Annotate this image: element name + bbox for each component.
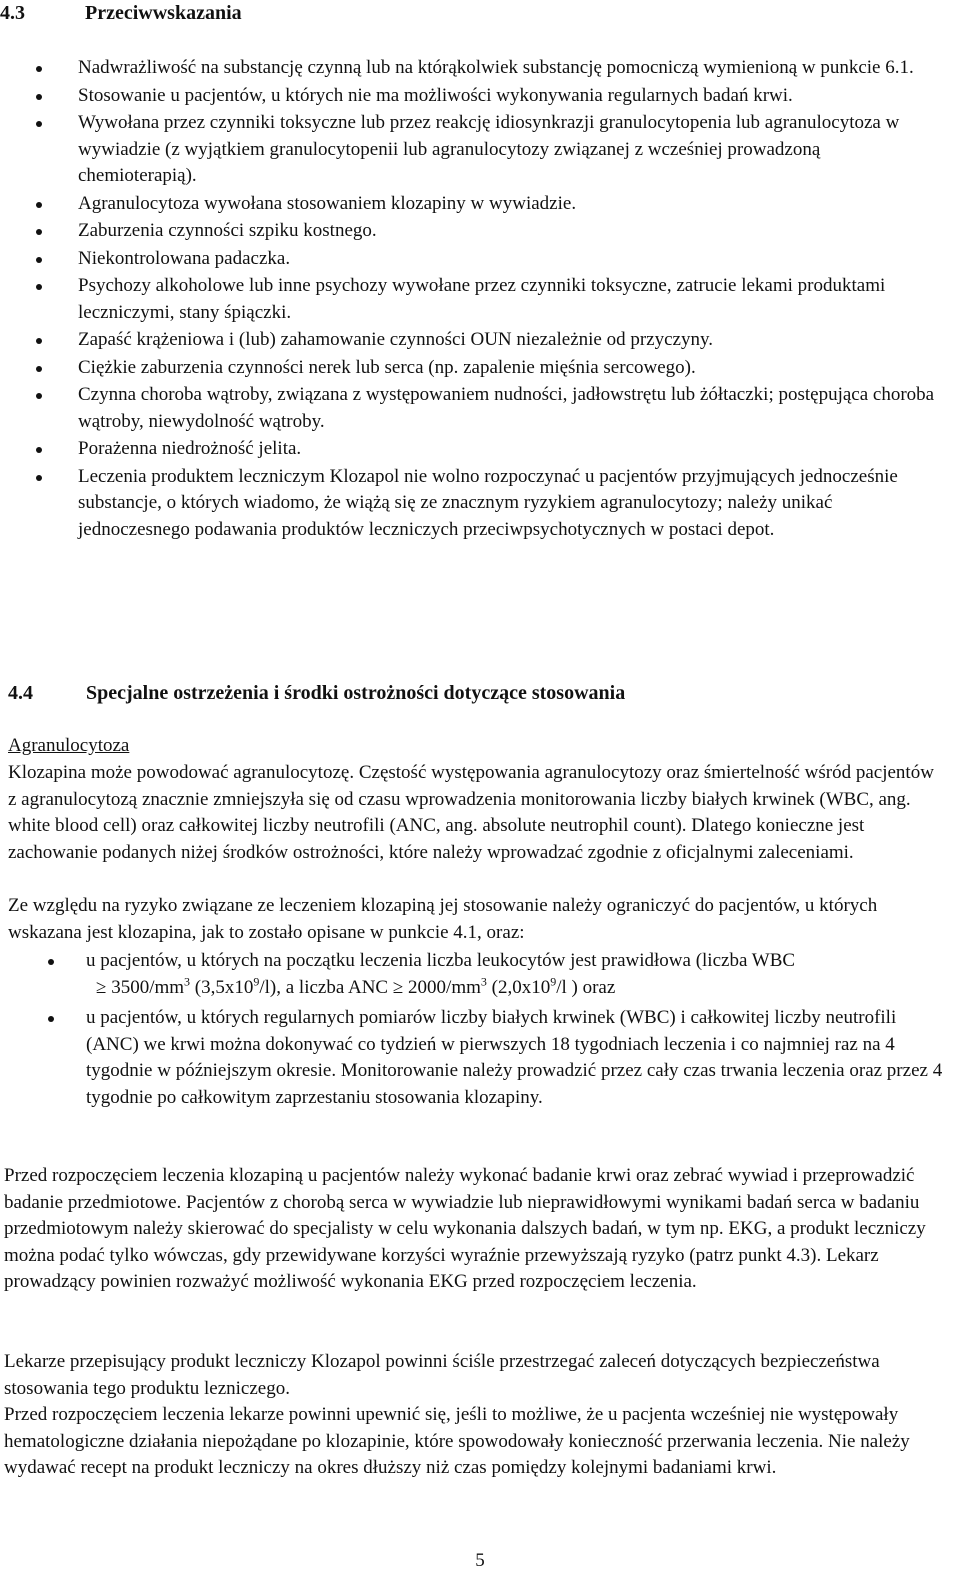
list-item: Zapaść krążeniowa i (lub) zahamowanie czynności OUN niezależnie od przyczyny. bbox=[0, 327, 938, 354]
section-number: 4.4 bbox=[8, 682, 33, 704]
restriction-paragraph: Ze względu na ryzyko związane ze leczeniem klozapiną jej stosowanie należy ograniczyć do pacjentów, u których wskazana jest klozapina, jak to zostało opisane w punkcie 4.1, oraz: bbox=[8, 895, 878, 943]
list-item: Psychozy alkoholowe lub inne psychozy wywołane przez czynniki toksyczne, zatrucie lekami produktami leczniczymi, stany śpiączki. bbox=[0, 273, 938, 326]
bullet-icon bbox=[36, 393, 42, 399]
agranulocytosis-subheading: Agranulocytoza bbox=[8, 735, 130, 756]
section-number: 4.3 bbox=[0, 2, 25, 24]
list-item: u pacjentów, u których regularnych pomiarów liczby białych krwinek (WBC) i całkowitej liczby neutrofili (ANC) we krwi można dokonywać co tydzień w pierwszych 18 tygodniach leczenia i co najmniej raz na 4 tygodnie w późniejszym okresie. Monitorowanie należy prowadzić przez cały czas trwania leczenia oraz przez 4 tygodnie po całkowitym zaprzestaniu stosowania klozapiny. bbox=[8, 1005, 944, 1111]
list-item: Zaburzenia czynności szpiku kostnego. bbox=[0, 218, 938, 245]
section-title: Przeciwwskazania bbox=[85, 2, 242, 24]
bullet-icon bbox=[36, 366, 42, 372]
page-number: 5 bbox=[475, 1550, 485, 1571]
list-item: Stosowanie u pacjentów, u których nie ma możliwości wykonywania regularnych badań krwi. bbox=[0, 83, 938, 110]
bullet-icon bbox=[48, 959, 54, 965]
bullet-icon bbox=[36, 475, 42, 481]
contraindications-list bbox=[0, 55, 938, 544]
section-4-3-heading bbox=[0, 0, 242, 27]
restriction-list bbox=[8, 948, 944, 1111]
bullet-icon bbox=[48, 1016, 54, 1022]
list-item: Ciężkie zaburzenia czynności nerek lub serca (np. zapalenie mięśnia sercowego). bbox=[0, 355, 938, 382]
agranulocytosis-paragraph: Klozapina może powodować agranulocytozę. Częstość występowania agranulocytozy oraz śmiertelność wśród pacjentów z agranulocytozą znacznie zmniejszyła się od czasu wprowadzenia monitorowania liczby białych krwinek (WBC, ang. white blood cell) oraz całkowitej liczby neutrofili (ANC, ang. absolute neutrophil count). Dlatego konieczne jest zachowanie podanych niżej środków ostrożności, które należy wprowadzać zgodnie z oficjalnymi zaleceniami. bbox=[8, 762, 934, 863]
section-4-4-heading bbox=[8, 680, 625, 707]
bullet-icon bbox=[36, 257, 42, 263]
bullet-icon bbox=[36, 94, 42, 100]
list-item: Niekontrolowana padaczka. bbox=[0, 246, 938, 273]
bullet-icon bbox=[36, 229, 42, 235]
list-item: Porażenna niedrożność jelita. bbox=[0, 436, 938, 463]
bullet-icon bbox=[36, 447, 42, 453]
bullet-icon bbox=[36, 284, 42, 290]
list-item: Agranulocytoza wywołana stosowaniem klozapiny w wywiadzie. bbox=[0, 191, 938, 218]
list-item: Leczenia produktem leczniczym Klozapol nie wolno rozpoczynać u pacjentów przyjmujących jednocześnie substancje, o których wiadomo, że wiążą się ze znacznym ryzykiem agranulocytozy; należy unikać jednoczesnego podawania produktów leczniczych przeciwpsychotycznych w postaci depot. bbox=[0, 464, 938, 544]
list-item: Wywołana przez czynniki toksyczne lub przez reakcję idiosynkrazji granulocytopenia lub agranulocytoza w wywiadzie (z wyjątkiem granulocytopenii lub agranulocytozy związanej z wcześniej prowadzoną chemioterapią). bbox=[0, 110, 938, 190]
prescriber-paragraph: Lekarze przepisujący produkt leczniczy Klozapol powinni ściśle przestrzegać zaleceń dotyczących bezpieczeństwa stosowania tego produktu lezniczego. bbox=[4, 1351, 880, 1399]
list-item: u pacjentów, u których na początku leczenia liczba leukocytów jest prawidłowa (liczba WBC ≥ $3500/mm^3$ $(3,5x10^9/l)$, a liczba ANC ≥ $2000/mm^3$ ($2,0x10^9/l$ ) oraz bbox=[8, 948, 944, 1001]
hematologic-paragraph: Przed rozpoczęciem leczenia lekarze powinni upewnić się, jeśli to możliwe, że u pacjenta wcześniej nie występowały hematologiczne działania niepożądane po klozapinie, które spowodowały konieczność przerwania leczenia. Nie należy wydawać recept na produkt leczniczy na okres dłuższy niż czas pomiędzy kolejnymi badaniami krwi. bbox=[4, 1404, 910, 1478]
pretreatment-paragraph: Przed rozpoczęciem leczenia klozapiną u pacjentów należy wykonać badanie krwi oraz zebrać wywiad i przeprowadzić badanie przedmiotowe. Pacjentów z chorobą serca w wywiadzie lub nieprawidłowymi wynikami badań serca w badaniu przedmiotowym należy skierować do specjalisty w celu wykonania dalszych badań, w tym np. EKG, a produkt leczniczy można podać tylko wówczas, gdy przewidywane korzyści wyraźnie przewyższają ryzyko (patrz punkt 4.3). Lekarz prowadzący powinien rozważyć możliwość wykonania EKG przed rozpoczęciem leczenia. bbox=[4, 1165, 926, 1292]
bullet-icon bbox=[36, 202, 42, 208]
bullet-icon bbox=[36, 338, 42, 344]
bullet-icon bbox=[36, 66, 42, 72]
section-title: Specjalne ostrzeżenia i środki ostrożności dotyczące stosowania bbox=[86, 682, 626, 704]
list-item: Czynna choroba wątroby, związana z występowaniem nudności, jadłowstrętu lub żółtaczki; postępująca choroba wątroby, niewydolność wątroby. bbox=[0, 382, 938, 435]
bullet-icon bbox=[36, 121, 42, 127]
list-item: Nadwrażliwość na substancję czynną lub na którąkolwiek substancję pomocniczą wymienioną w punkcie 6.1. bbox=[0, 55, 938, 82]
